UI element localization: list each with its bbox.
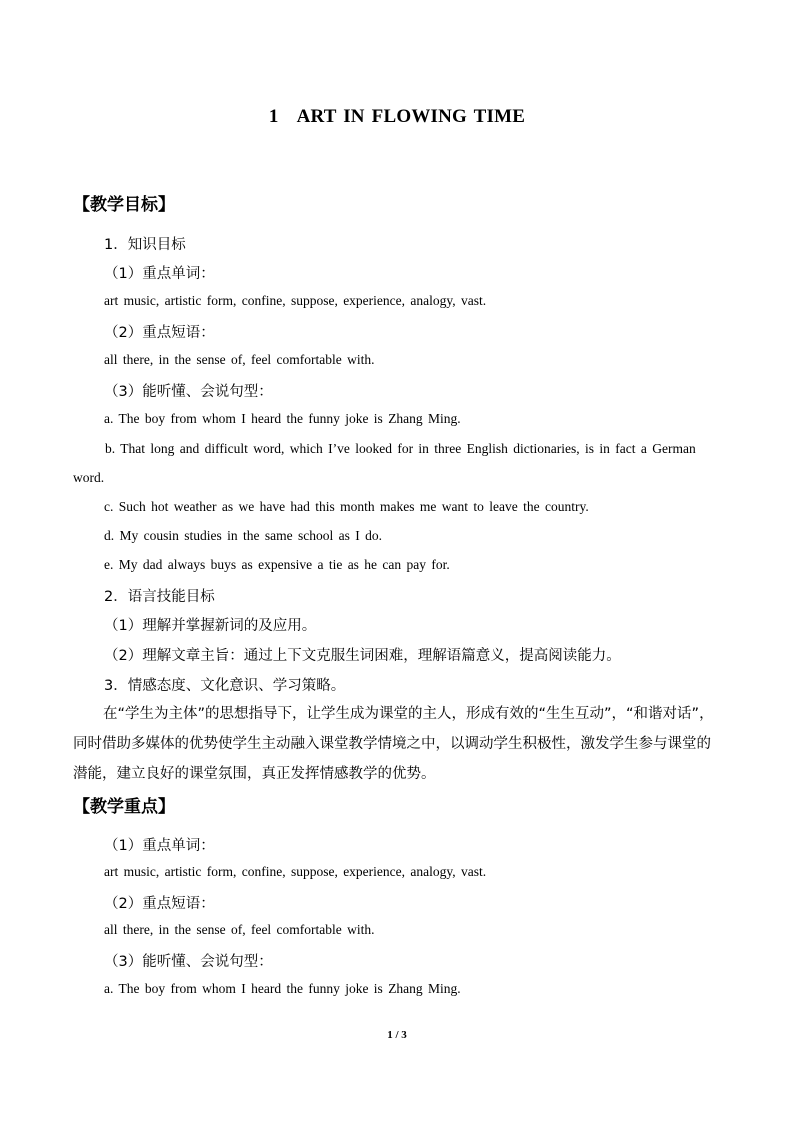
affective-goal-heading: 3．情感态度、文化意识、学习策略。 [104, 678, 346, 694]
key-phrases-list-2: all there, in the sense of, feel comfortable with. [104, 922, 375, 937]
section-heading-key-points: 【教学重点】 [73, 797, 175, 817]
key-phrases-list: all there, in the sense of, feel comfortable with. [104, 352, 375, 367]
key-words-list-2: art music, artistic form, confine, suppose, experience, analogy, vast. [104, 864, 487, 879]
skill-item-1: （1）理解并掌握新词的及应用。 [104, 618, 317, 634]
page-number: 1 / 3 [387, 1029, 407, 1041]
sentence-d: d. My cousin studies in the same school as I do. [104, 528, 382, 543]
sentence-patterns-label-2: （3）能听懂、会说句型： [104, 954, 273, 970]
sentence-c: c. Such hot weather as we have had this month makes me want to leave the country. [104, 499, 589, 514]
sentence-e: e. My dad always buys as expensive a tie as he can pay for. [104, 557, 450, 572]
key-phrases-label-2: （2）重点短语： [104, 896, 215, 912]
key-words-label: （1）重点单词： [104, 266, 215, 282]
sentence-a: a. The boy from whom I heard the funny joke is Zhang Ming. [104, 411, 461, 426]
sentence-a-2: a. The boy from whom I heard the funny joke is Zhang Ming. [104, 981, 461, 996]
title-text: ART IN FLOWING TIME [296, 106, 526, 127]
sentence-patterns-label: （3）能听懂、会说句型： [104, 384, 273, 400]
skill-item-2: （2）理解文章主旨：通过上下文克服生词困难，理解语篇意义，提高阅读能力。 [104, 648, 621, 664]
language-skill-heading: 2．语言技能目标 [104, 589, 215, 605]
key-words-label-2: （1）重点单词： [104, 838, 215, 854]
section-heading-objectives: 【教学目标】 [73, 195, 175, 215]
affective-goal-paragraph: 在“学生为主体”的思想指导下，让学生成为课堂的主人，形成有效的“生生互动”，“和谐对话”，同时借助多媒体的优势使学生主动融入课堂教学情境之中，以调动学生积极性，激发学生参与课堂的潜能，建立良好的课堂氛围，真正发挥情感教学的优势。 [73, 706, 714, 782]
key-phrases-label: （2）重点短语： [104, 325, 215, 341]
document-title [0, 106, 794, 128]
sentence-b: b. That long and difficult word, which I’ve looked for in three English dictionaries, is in fact a German word. [73, 441, 696, 485]
knowledge-goal-heading: 1．知识目标 [104, 237, 186, 253]
title-number: 1 [268, 106, 279, 127]
key-words-list: art music, artistic form, confine, suppose, experience, analogy, vast. [104, 293, 487, 308]
